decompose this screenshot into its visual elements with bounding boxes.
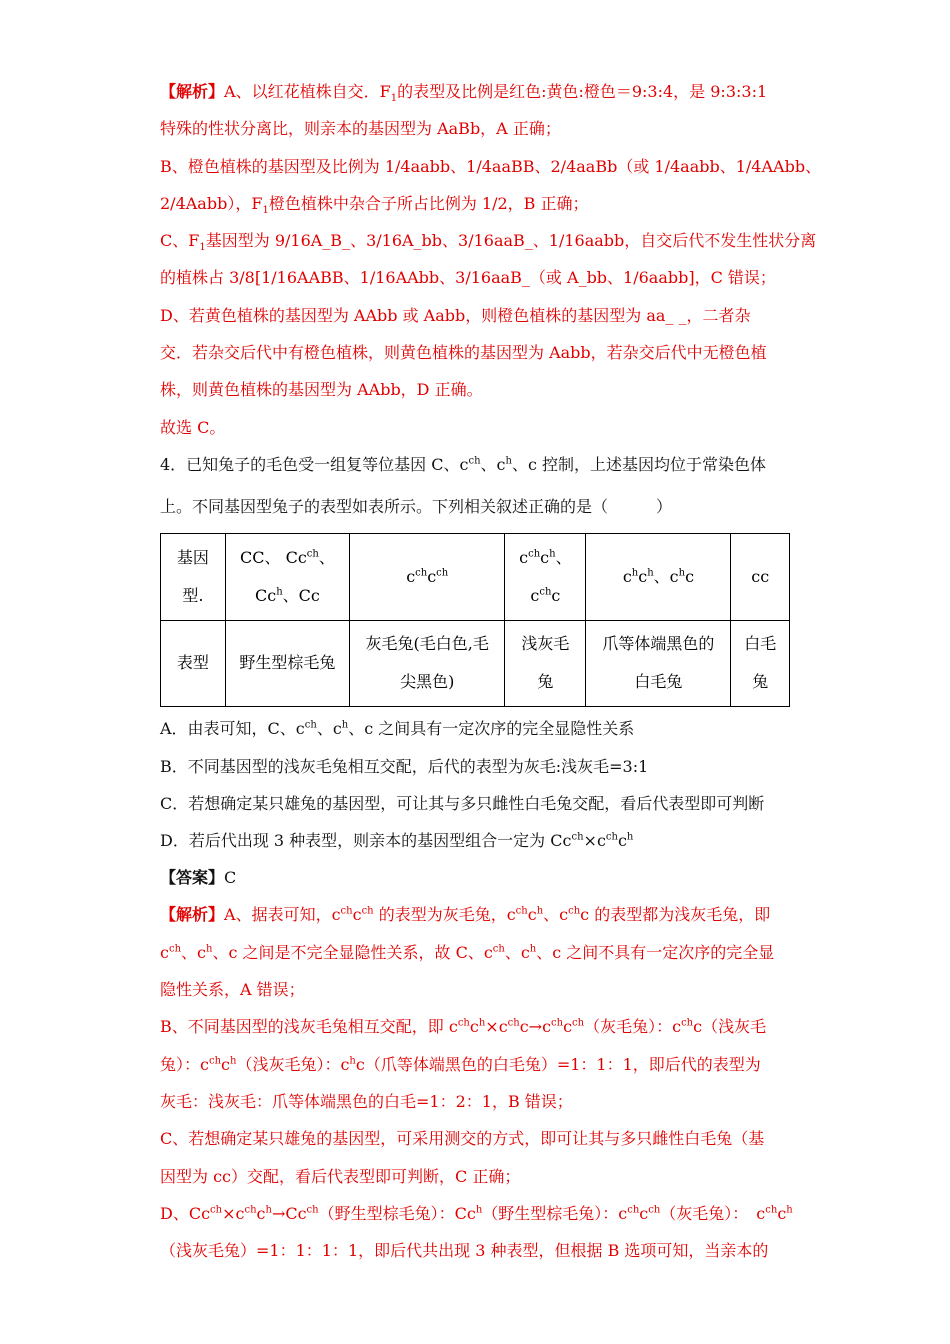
table-cell-genotype-wild: CC、 $Cc^{ch}$、 Cc$^h$、Cc — [225, 534, 349, 621]
analysis2-line9: D、$Cc^{ch}\times c^{ch}c^h\to Cc^{ch}$（野生型棕毛兔）：Cc$^h$（野生型棕毛兔）：$c^{ch}c^{ch}$（灰毛兔）： $c^{ch}c^h$ — [160, 1204, 793, 1223]
analysis2-line2: $c^{ch}$、$c^h$、c 之间是不完全显隐性关系，故 C、$c^{ch}$、$c^h$、c 之间不具有一定次序的完全显 — [160, 943, 775, 962]
table-cell-phenotype-label: 表型 — [161, 620, 226, 707]
analysis1-line10: 故选 C。 — [160, 418, 226, 437]
table-cell-phenotype-albino: 白毛 兔 — [731, 620, 790, 707]
table-cell-phenotype-gray: 灰毛兔(毛白色,毛 尖黑色) — [350, 620, 505, 707]
analysis1-line2: 特殊的性状分离比，则亲本的基因型为 AaBb，A 正确； — [160, 119, 561, 138]
table-row-phenotype — [161, 620, 790, 707]
analysis2-line10: （浅灰毛兔）=1：1：1：1，即后代共出现 3 种表型，但根据 B 选项可知，当亲本的 — [160, 1241, 769, 1260]
analysis2-line8: 因型为 cc）交配，看后代表型即可判断，C 正确； — [160, 1167, 521, 1186]
option-b: B．不同基因型的浅灰毛兔相互交配，后代的表型为灰毛:浅灰毛=3:1 — [160, 757, 649, 776]
table-cell-genotype-lightgray: $c^{ch}c^h$、 $c^{ch}c$ — [505, 534, 586, 621]
option-c: C．若想确定某只雄兔的基因型，可让其与多只雌性白毛兔交配，看后代表型即可判断 — [160, 794, 765, 813]
question4-line1: 4．已知兔子的毛色受一组复等位基因 C、$c^{ch}$、$c^h$、c 控制，上述基因均位于常染色体 — [160, 455, 767, 474]
answer-line: 【答案】C — [160, 868, 237, 887]
table-cell-phenotype-himalayan: 爪等体端黑色的 白毛兔 — [586, 620, 731, 707]
analysis2-line4: B、不同基因型的浅灰毛兔相互交配，即 $c^{ch}c^h\times c^{ch}c\to c^{ch}c^{ch}$（灰毛兔）：$c^{ch}c$（浅灰毛 — [160, 1017, 767, 1036]
table-cell-phenotype-wild: 野生型棕毛兔 — [225, 620, 349, 707]
genotype-table — [160, 533, 790, 707]
analysis1-line5: C、$F_1$基因型为 9/16A_B_、3/16A_bb、3/16aaB_、1/16aabb，自交后代不发生性状分离 — [160, 231, 817, 254]
analysis1-line9: 株，则黄色植株的基因型为 AAbb，D 正确。 — [160, 380, 483, 399]
table-cell-genotype-label: 基因 型. — [161, 534, 226, 621]
analysis2-line1: 【解析】A、据表可知，$c^{ch}c^{ch}$ 的表型为灰毛兔，$c^{ch}c^h$、$c^{ch}c$ 的表型都为浅灰毛兔，即 — [160, 905, 771, 924]
table-cell-genotype-gray: $c^{ch}c^{ch}$ — [350, 534, 505, 621]
analysis1-line7: D、若黄色植株的基因型为 AAbb 或 Aabb，则橙色植株的基因型为 aa_ _，二者杂 — [160, 306, 751, 325]
question4-line2: 上。不同基因型兔子的表型如表所示。下列相关叙述正确的是（ ） — [160, 497, 673, 516]
table-cell-phenotype-lightgray: 浅灰毛 兔 — [505, 620, 586, 707]
analysis1-line1: 【解析】A、以红花植株自交．$F_1$的表型及比例是红色:黄色:橙色＝9:3:4，是 9:3:3:1 — [160, 82, 768, 105]
table-cell-genotype-albino: cc — [731, 534, 790, 621]
analysis2-line6: 灰毛：浅灰毛：爪等体端黑色的白毛=1：2：1，B 错误； — [160, 1092, 573, 1111]
option-a: A．由表可知，C、$c^{ch}$、$c^h$、c 之间具有一定次序的完全显隐性关系 — [160, 719, 635, 738]
analysis2-line3: 隐性关系，A 错误； — [160, 980, 305, 999]
analysis1-line4: 2/4Aabb），$F_1$橙色植株中杂合子所占比例为 1/2，B 正确； — [160, 194, 589, 217]
table-cell-genotype-himalayan: $c^hc^h$、$c^hc$ — [586, 534, 731, 621]
analysis2-line5: 兔）：$c^{ch}c^h$（浅灰毛兔）：$c^hc$（爪等体端黑色的白毛兔）=1：1：1，即后代的表型为 — [160, 1055, 761, 1074]
analysis1-line3: B、橙色植株的基因型及比例为 1/4aabb、1/4aaBB、2/4aaBb（或 1/4aabb、1/4AAbb、 — [160, 157, 822, 176]
analysis1-line8: 交．若杂交后代中有橙色植株，则黄色植株的基因型为 Aabb，若杂交后代中无橙色植 — [160, 343, 767, 362]
analysis2-line7: C、若想确定某只雄兔的基因型，可采用测交的方式，即可让其与多只雌性白毛兔（基 — [160, 1129, 765, 1148]
option-d: D．若后代出现 3 种表型，则亲本的基因型组合一定为 $Cc^{ch}\times c^{ch}c^h$ — [160, 831, 634, 850]
table-row-genotype — [161, 534, 790, 621]
analysis1-line6: 的植株占 3/8[1/16AABB、1/16AAbb、3/16aaB_（或 A_bb、1/6aabb]，C 错误； — [160, 268, 776, 287]
